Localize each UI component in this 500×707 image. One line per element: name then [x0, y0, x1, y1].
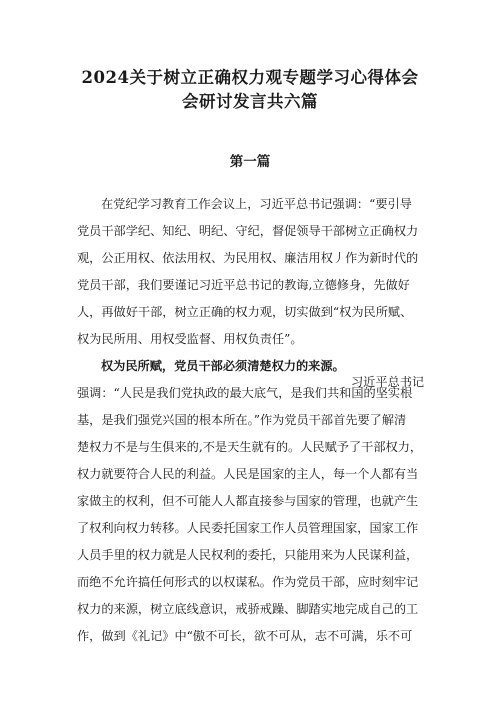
paragraph-2-text: 强调：“人民是我们党执政的最大底气，是我们共和国的坚实根 — [77, 386, 413, 400]
paragraph-2-text: 习近平总书记 — [351, 375, 425, 389]
paragraph-2-text: 权力就要符合人民的利益。人民是国家的主人，每一个人都有当 — [77, 467, 419, 481]
paragraph-1-text: 党员干部，我们要谨记习近平总书记的教诲,立德修身，先做好 — [77, 278, 410, 292]
paragraph-1-text: 观，公正用权、依法用权、为民用权、廉洁用权丿作为新时代的 — [77, 251, 419, 265]
paragraph-2-text: 基，是我们强党兴国的根本所在。”作为党员干部首先要了解清 — [77, 413, 407, 427]
paragraph-1-text: 人，再做好干部，树立正确的权力观，切实做到“权为民所赋、 — [77, 305, 413, 319]
paragraph-2-text: 而绝不允许搞任何形式的以权谋私。作为党员干部，应时刻牢记 — [77, 575, 419, 589]
paragraph-2-text: 作，做到《礼记》中“傲不可长，欲不可从，志不可满，乐不可 — [77, 629, 413, 643]
document-title-line-2: 会研讨发言共六篇 — [182, 92, 318, 111]
paragraph-2-lead-bold: 权为民所赋，党员干部必须清楚权力的来源。 — [101, 359, 345, 373]
paragraph-1-text: 党员干部学纪、知纪、明纪、守纪，督促领导干部树立正确权力 — [77, 224, 419, 238]
paragraph-2-text: 家做主的权利，但不可能人人都直接参与国家的管理，也就产生 — [77, 494, 419, 508]
paragraph-2-text: 权力的来源，树立底线意识，戒骄戒躁、脚踏实地完成自己的工 — [77, 602, 419, 616]
document-title-line-1: 2024关于树立正确权力观专题学习心得体会 — [81, 68, 419, 87]
paragraph-1-text: 权为民所用、用权受监督、用权负责任”。 — [77, 332, 303, 346]
section-heading: 第一篇 — [229, 154, 271, 170]
paragraph-2-text: 了权利向权力转移。人民委托国家工作人员管理国家，国家工作 — [77, 521, 419, 535]
paragraph-2-text: 人员手里的权力就是人民权利的委托，只能用来为人民谋利益， — [77, 548, 419, 562]
paragraph-1-text: 在党纪学习教育工作会议上，习近平总书记强调：“要引导 — [101, 197, 412, 211]
paragraph-2-line — [0, 612, 500, 660]
paragraph-2-text: 楚权力不是与生俱来的,不是天生就有的。人民赋予了干部权力， — [77, 440, 423, 454]
